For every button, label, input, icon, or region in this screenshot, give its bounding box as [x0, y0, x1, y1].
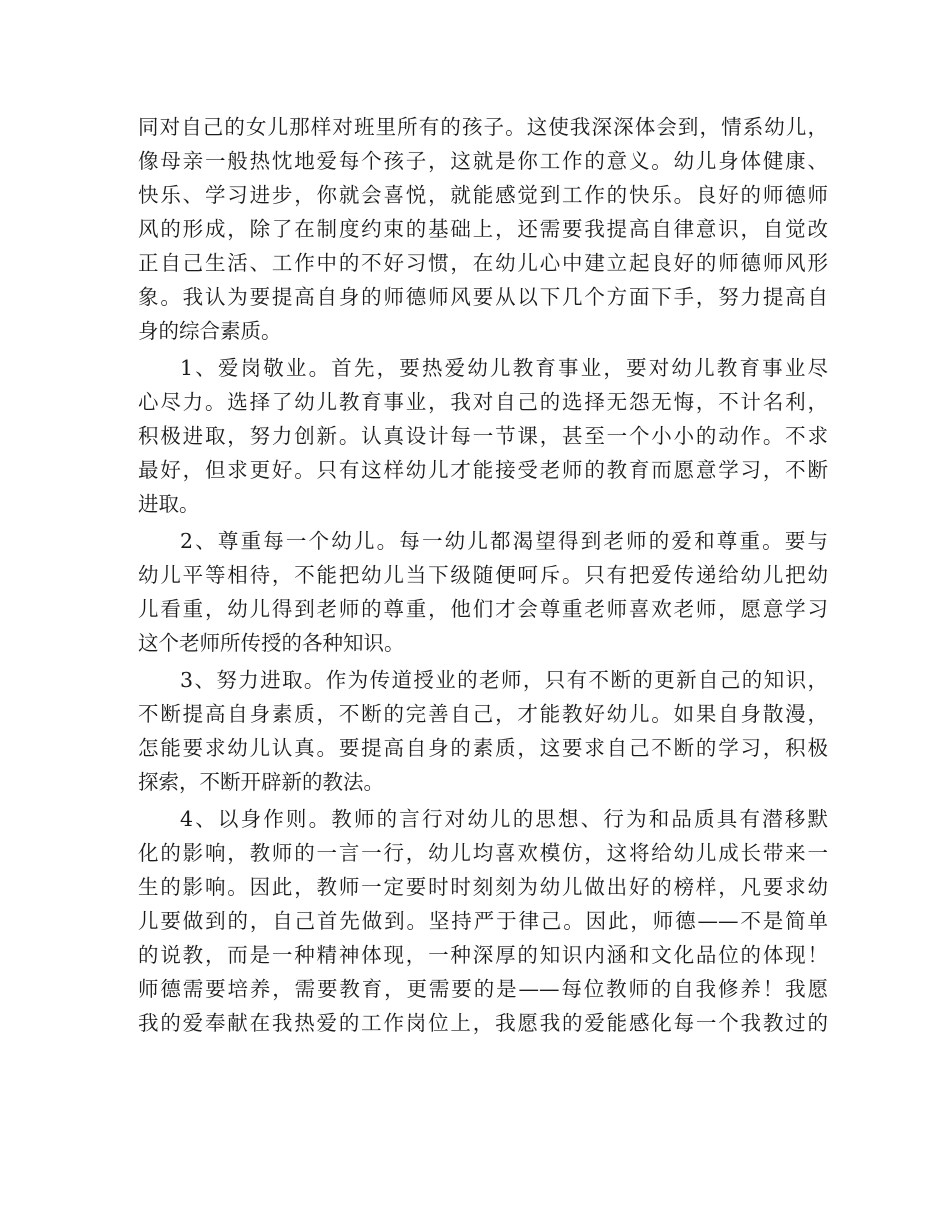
text-line: 像母亲一般热忱地爱每个孩子，这就是你工作的意义。幼儿身体健康、 [138, 149, 828, 173]
text-line: 象。我认为要提高自身的师德师风要从以下几个方面下手，努力提高自 [138, 285, 828, 309]
text-line: 1、爱岗敬业。首先，要热爱幼儿教育事业，要对幼儿教育事业尽 [180, 356, 828, 380]
text-line: 生的影响。因此，教师一定要时时刻刻为幼儿做出好的榜样，凡要求幼 [138, 875, 828, 899]
text-line: 风的形成，除了在制度约束的基础上，还需要我提高自律意识，自觉改 [138, 217, 828, 241]
text-line: 儿看重，幼儿得到老师的尊重，他们才会尊重老师喜欢老师，愿意学习 [138, 597, 828, 621]
text-line: 快乐、学习进步，你就会喜悦，就能感觉到工作的快乐。良好的师德师 [138, 183, 828, 207]
text-line: 同对自己的女儿那样对班里所有的孩子。这使我深深体会到，情系幼儿， [138, 115, 828, 139]
text-line: 4、以身作则。教师的言行对幼儿的思想、行为和品质具有潜移默 [180, 807, 828, 831]
text-line: 我的爱奉献在我热爱的工作岗位上，我愿我的爱能感化每一个我教过的 [138, 1011, 828, 1035]
text-line: 心尽力。选择了幼儿教育事业，我对自己的选择无怨无悔，不计名利， [138, 390, 828, 414]
paragraph [138, 351, 828, 521]
text-line: 的说教，而是一种精神体现，一种深厚的知识内涵和文化品位的体现！ [138, 943, 828, 967]
text-line: 师德需要培养，需要教育，更需要的是——每位教师的自我修养！我愿 [138, 977, 828, 1001]
text-line: 怎能要求幼儿认真。要提高自身的素质，这要求自己不断的学习，积极 [138, 736, 828, 760]
text-line: 幼儿平等相待，不能把幼儿当下级随便呵斥。只有把爱传递给幼儿把幼 [138, 563, 828, 587]
text-line: 不断提高自身素质，不断的完善自己，才能教好幼儿。如果自身散漫， [138, 702, 828, 726]
text-line: 进取。 [138, 492, 200, 516]
paragraph [138, 802, 828, 1040]
text-line: 化的影响，教师的一言一行，幼儿均喜欢模仿，这将给幼儿成长带来一 [138, 841, 828, 865]
paragraph [138, 663, 828, 799]
text-line: 积极进取，努力创新。认真设计每一节课，甚至一个小小的动作。不求 [138, 424, 828, 448]
text-line: 身的综合素质。 [138, 319, 282, 343]
paragraph [138, 524, 828, 660]
paragraph [138, 110, 828, 348]
text-line: 2、尊重每一个幼儿。每一幼儿都渴望得到老师的爱和尊重。要与 [180, 529, 828, 553]
text-line: 正自己生活、工作中的不好习惯，在幼儿心中建立起良好的师德师风形 [138, 251, 828, 275]
text-line: 最好，但求更好。只有这样幼儿才能接受老师的教育而愿意学习，不断 [138, 458, 828, 482]
text-line: 儿要做到的，自己首先做到。坚持严于律己。因此，师德——不是简单 [138, 909, 828, 933]
document-body [138, 110, 828, 1040]
text-line: 探索，不断开辟新的教法。 [138, 770, 384, 794]
text-line: 这个老师所传授的各种知识。 [138, 631, 405, 655]
text-line: 3、努力进取。作为传道授业的老师，只有不断的更新自己的知识， [180, 668, 828, 692]
